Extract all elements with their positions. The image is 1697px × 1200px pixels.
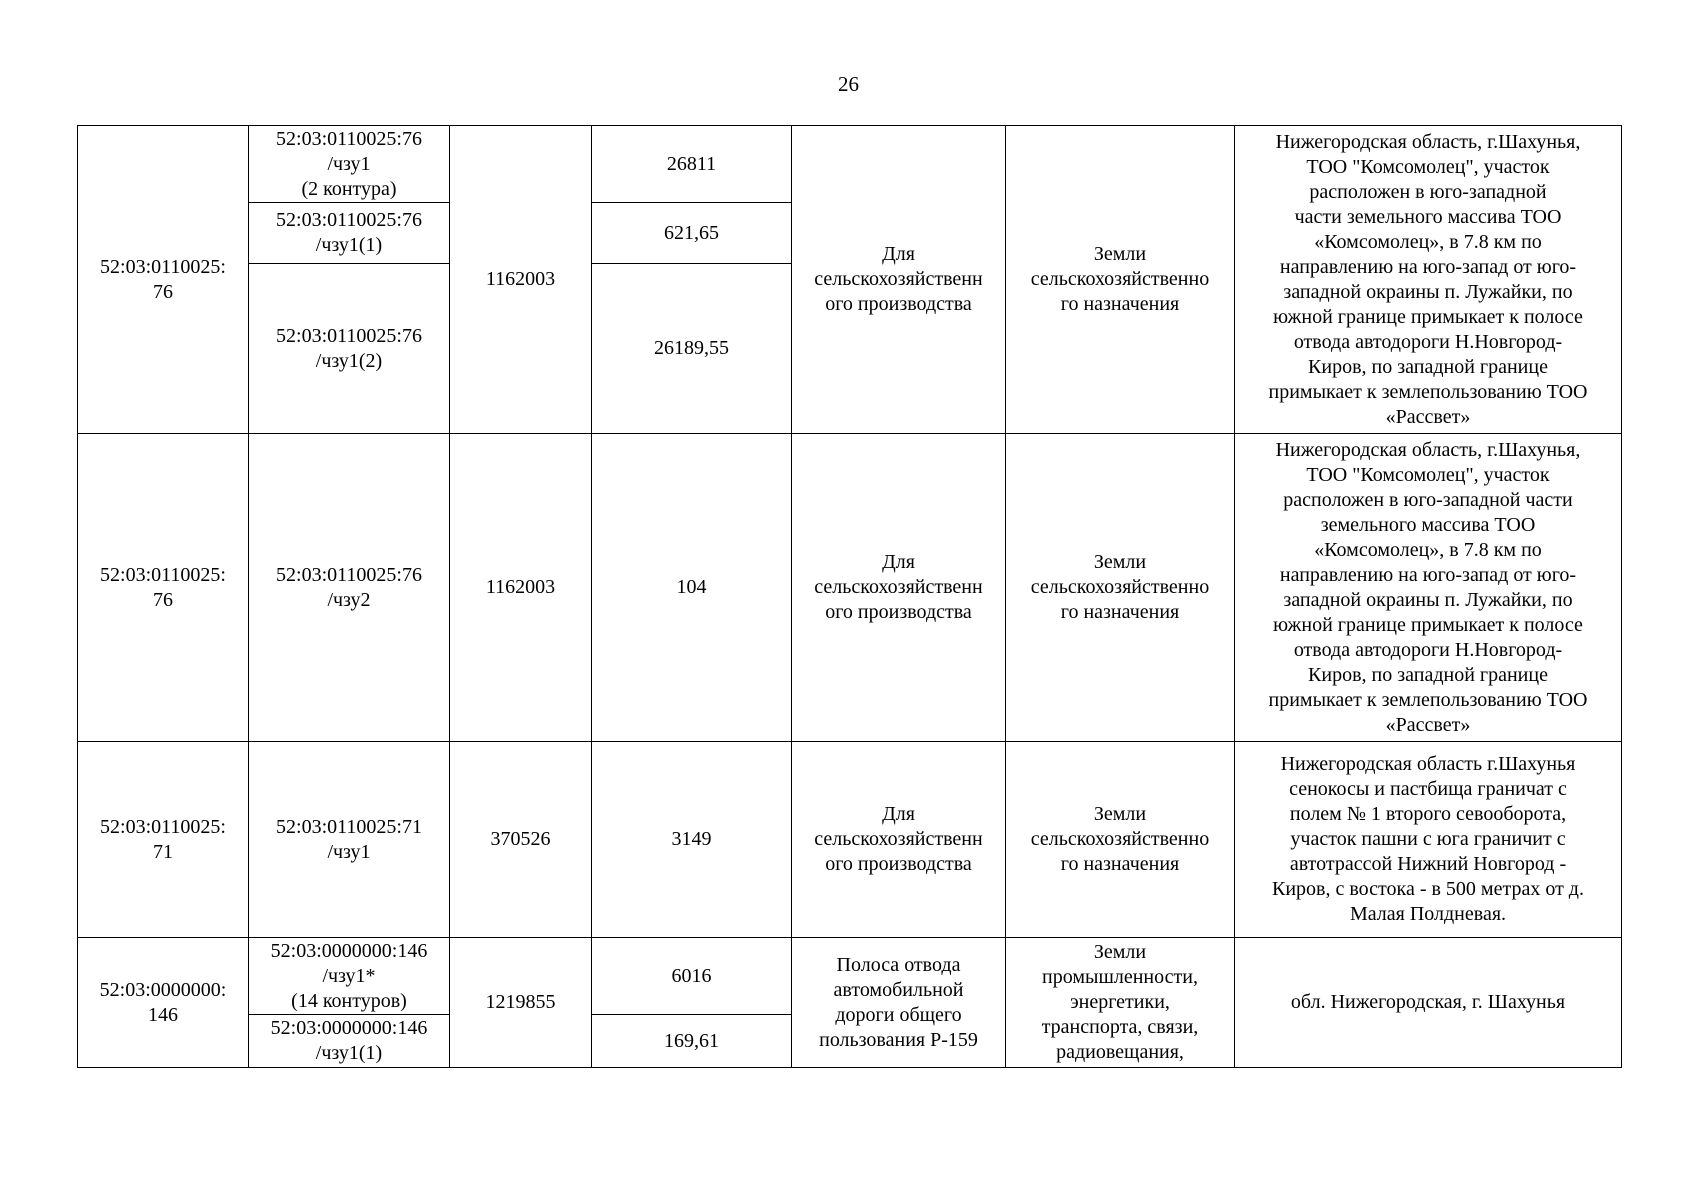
part-number: 52:03:0110025:76 /чзу2 <box>249 434 450 742</box>
location-description: Нижегородская область, г.Шахунья, ТОО "Комсомолец", участок расположен в юго-западной части земельного массива ТОО «Комсомолец», в 7.8 км по направлению на юго-запад от юго- западной окраины п. Лужайки, по южной границе примыкает к полосе отвода автодороги Н.Новгород- Киров, по западной границе примыкает к землепользованию ТОО «Рассвет» <box>1235 126 1622 434</box>
page-number: 26 <box>838 72 859 96</box>
location-description: Нижегородская область г.Шахунья сенокосы и пастбища граничат с полем № 1 второго севооборота, участок пашни с юга граничит с автотрассой Нижний Новгород - Киров, с востока - в 500 метрах от д. Малая Полдневая. <box>1235 742 1622 938</box>
permitted-use: Полоса отвода автомобильной дороги общего пользования Р-159 <box>792 938 1006 1068</box>
permitted-use: Для сельскохозяйственн ого производства <box>792 126 1006 434</box>
table-row <box>78 126 1622 203</box>
land-category: Земли промышленности, энергетики, транспорта, связи, радиовещания, <box>1006 938 1235 1068</box>
part-area: 26811 <box>592 126 792 203</box>
part-area: 26189,55 <box>592 264 792 434</box>
part-number: 52:03:0110025:76 /чзу1(2) <box>249 264 450 434</box>
table-row <box>78 434 1622 742</box>
permitted-use: Для сельскохозяйственн ого производства <box>792 742 1006 938</box>
part-area: 621,65 <box>592 203 792 264</box>
land-category: Земли сельскохозяйственно го назначения <box>1006 742 1235 938</box>
land-category: Земли сельскохозяйственно го назначения <box>1006 434 1235 742</box>
permitted-use: Для сельскохозяйственн ого производства <box>792 434 1006 742</box>
part-number: 52:03:0110025:76 /чзу1 (2 контура) <box>249 126 450 203</box>
total-area: 370526 <box>450 742 592 938</box>
part-area: 3149 <box>592 742 792 938</box>
part-number: 52:03:0000000:146 /чзу1* (14 контуров) <box>249 938 450 1015</box>
location-description: обл. Нижегородская, г. Шахунья <box>1235 938 1622 1068</box>
land-plots-table <box>77 125 1622 1068</box>
part-area: 6016 <box>592 938 792 1015</box>
table-row <box>78 938 1622 1015</box>
part-number: 52:03:0000000:146 /чзу1(1) <box>249 1015 450 1068</box>
cadastral-number: 52:03:0000000: 146 <box>78 938 249 1068</box>
land-category: Земли сельскохозяйственно го назначения <box>1006 126 1235 434</box>
total-area: 1219855 <box>450 938 592 1068</box>
cadastral-number: 52:03:0110025: 76 <box>78 126 249 434</box>
cadastral-number: 52:03:0110025: 71 <box>78 742 249 938</box>
part-number: 52:03:0110025:71 /чзу1 <box>249 742 450 938</box>
part-area: 104 <box>592 434 792 742</box>
total-area: 1162003 <box>450 434 592 742</box>
cadastral-number: 52:03:0110025: 76 <box>78 434 249 742</box>
table-row <box>78 742 1622 938</box>
part-area: 169,61 <box>592 1015 792 1068</box>
total-area: 1162003 <box>450 126 592 434</box>
part-number: 52:03:0110025:76 /чзу1(1) <box>249 203 450 264</box>
location-description: Нижегородская область, г.Шахунья, ТОО "Комсомолец", участок расположен в юго-западной части земельного массива ТОО «Комсомолец», в 7.8 км по направлению на юго-запад от юго- западной окраины п. Лужайки, по южной границе примыкает к полосе отвода автодороги Н.Новгород- Киров, по западной границе примыкает к землепользованию ТОО «Рассвет» <box>1235 434 1622 742</box>
